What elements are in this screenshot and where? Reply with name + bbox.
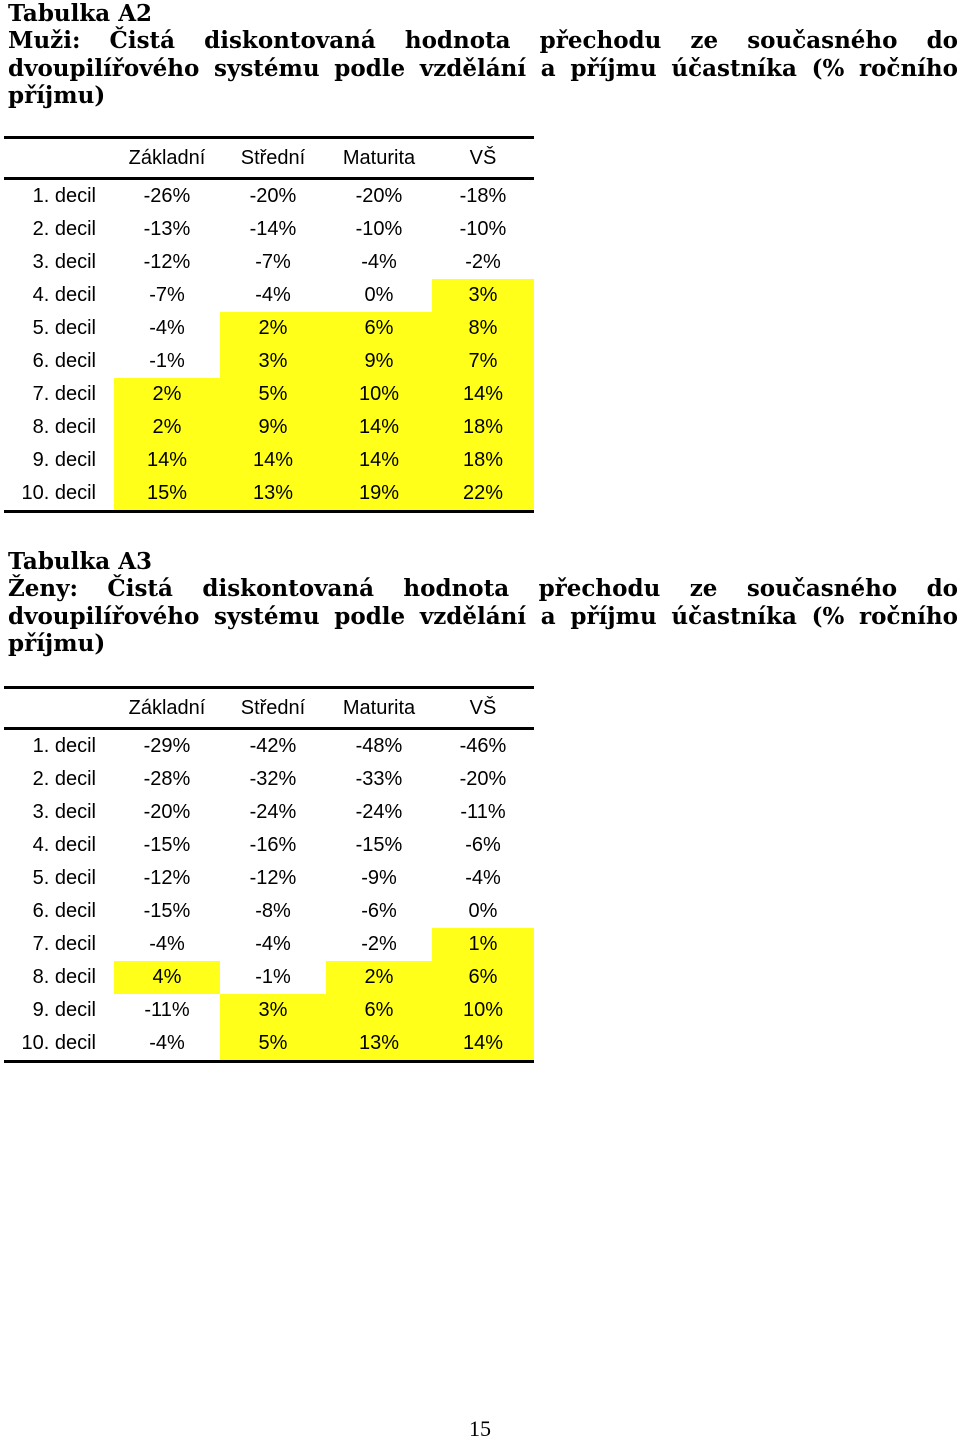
table-cell: 5% xyxy=(220,378,326,411)
table-cell: 6% xyxy=(326,994,432,1027)
table-cell: 6% xyxy=(432,961,534,994)
table-cell: -4% xyxy=(255,284,291,306)
column-header: VŠ xyxy=(469,696,497,719)
table-cell: 13% xyxy=(326,1027,432,1062)
table-cell: 2% xyxy=(114,411,220,444)
table-cell: -11% xyxy=(144,999,190,1021)
table-cell: -13% xyxy=(143,218,191,240)
row-label: 5. decil xyxy=(32,317,96,339)
table-cell: -15% xyxy=(355,834,403,856)
table-cell: 0% xyxy=(468,900,498,922)
table-row xyxy=(4,1027,534,1062)
header-cell-empty xyxy=(4,688,114,729)
table-a2-section xyxy=(8,0,958,110)
table-cell: 22% xyxy=(432,477,534,512)
row-label: 1. decil xyxy=(32,735,96,757)
table-row xyxy=(4,961,534,994)
table-cell: -8% xyxy=(255,900,291,922)
table-row xyxy=(4,763,534,796)
table-cell: -11% xyxy=(460,801,506,823)
table-row xyxy=(4,729,534,764)
table-row xyxy=(4,411,534,444)
table-cell: -42% xyxy=(249,735,297,757)
table-header-row xyxy=(4,688,534,729)
table-row xyxy=(4,279,534,312)
table-cell: 10% xyxy=(326,378,432,411)
table-cell: 19% xyxy=(326,477,432,512)
row-label: 8. decil xyxy=(32,416,96,438)
table-row xyxy=(4,862,534,895)
table-cell: -6% xyxy=(361,900,397,922)
row-label: 6. decil xyxy=(32,900,96,922)
table-cell: -20% xyxy=(459,768,507,790)
row-label: 1. decil xyxy=(32,185,96,207)
table-row xyxy=(4,378,534,411)
table-a3-caption: Ženy: Čistá diskontovaná hodnota přechodu ze současného do dvoupilířového systému podle vzdělání a příjmu účastníka (% ročního příjmu) xyxy=(8,575,958,657)
table-row xyxy=(4,213,534,246)
table-row xyxy=(4,994,534,1027)
header-cell-empty xyxy=(4,138,114,179)
table-cell: -28% xyxy=(143,768,191,790)
table-cell: 15% xyxy=(114,477,220,512)
table-a3-section xyxy=(8,548,958,658)
table-cell: 5% xyxy=(220,1027,326,1062)
table-cell: -26% xyxy=(143,185,191,207)
table-cell: -6% xyxy=(465,834,501,856)
table-row xyxy=(4,246,534,279)
table-cell: -18% xyxy=(459,185,507,207)
row-label: 7. decil xyxy=(32,383,96,405)
column-header: Maturita xyxy=(342,146,416,169)
table-cell: -10% xyxy=(355,218,403,240)
table-cell: -14% xyxy=(249,218,297,240)
table-cell: 14% xyxy=(432,1027,534,1062)
row-label: 2. decil xyxy=(32,768,96,790)
row-label: 2. decil xyxy=(32,218,96,240)
table-cell: 3% xyxy=(220,994,326,1027)
table-a2 xyxy=(4,136,534,513)
table-cell: -15% xyxy=(143,900,191,922)
row-label: 10. decil xyxy=(21,1032,96,1054)
table-row xyxy=(4,796,534,829)
table-header-row xyxy=(4,138,534,179)
page-number: 15 xyxy=(469,1416,491,1441)
table-row xyxy=(4,179,534,214)
table-cell: -2% xyxy=(465,251,501,273)
table-cell: -7% xyxy=(149,284,185,306)
table-row xyxy=(4,312,534,345)
table-cell: -4% xyxy=(255,933,291,955)
table-cell: 14% xyxy=(326,411,432,444)
table-row xyxy=(4,928,534,961)
row-label: 10. decil xyxy=(21,482,96,504)
table-cell: 14% xyxy=(220,444,326,477)
table-cell: 14% xyxy=(114,444,220,477)
table-a3-title: Tabulka A3 xyxy=(8,548,153,575)
table-cell: -24% xyxy=(249,801,297,823)
row-label: 9. decil xyxy=(32,999,96,1021)
table-cell: 3% xyxy=(432,279,534,312)
table-cell: -46% xyxy=(459,735,507,757)
table-a3 xyxy=(4,686,534,1063)
column-header: Maturita xyxy=(342,696,416,719)
table-cell: -4% xyxy=(465,867,501,889)
table-cell: 14% xyxy=(326,444,432,477)
row-label: 5. decil xyxy=(32,867,96,889)
row-label: 9. decil xyxy=(32,449,96,471)
table-cell: 14% xyxy=(432,378,534,411)
table-cell: 18% xyxy=(432,444,534,477)
row-label: 7. decil xyxy=(32,933,96,955)
table-cell: -12% xyxy=(249,867,297,889)
table-cell: -4% xyxy=(149,317,185,339)
row-label: 3. decil xyxy=(32,251,96,273)
table-cell: 9% xyxy=(220,411,326,444)
table-cell: 18% xyxy=(432,411,534,444)
table-cell: -20% xyxy=(355,185,403,207)
table-cell: -24% xyxy=(355,801,403,823)
column-header: Střední xyxy=(240,696,306,719)
table-row xyxy=(4,829,534,862)
table-cell: -1% xyxy=(255,966,291,988)
table-cell: -32% xyxy=(249,768,297,790)
table-cell: -7% xyxy=(255,251,291,273)
table-cell: 9% xyxy=(326,345,432,378)
table-a2-caption: Muži: Čistá diskontovaná hodnota přechodu ze současného do dvoupilířového systému podle vzdělání a příjmu účastníka (% ročního příjmu) xyxy=(8,27,958,109)
table-cell: 2% xyxy=(326,961,432,994)
table-cell: 1% xyxy=(432,928,534,961)
table-row xyxy=(4,345,534,378)
table-cell: -4% xyxy=(149,933,185,955)
table-cell: 8% xyxy=(432,312,534,345)
table-cell: -9% xyxy=(361,867,397,889)
table-row xyxy=(4,477,534,512)
table-cell: -4% xyxy=(361,251,397,273)
table-cell: 10% xyxy=(432,994,534,1027)
column-header: Základní xyxy=(128,146,206,169)
row-label: 4. decil xyxy=(32,284,96,306)
table-cell: -12% xyxy=(143,867,191,889)
row-label: 3. decil xyxy=(32,801,96,823)
table-cell: -2% xyxy=(361,933,397,955)
table-row xyxy=(4,895,534,928)
table-a2-title: Tabulka A2 xyxy=(8,0,153,27)
table-cell: -33% xyxy=(355,768,403,790)
table-cell: -48% xyxy=(355,735,403,757)
table-cell: 6% xyxy=(326,312,432,345)
table-row xyxy=(4,444,534,477)
row-label: 6. decil xyxy=(32,350,96,372)
table-cell: -4% xyxy=(149,1032,185,1054)
table-cell: 3% xyxy=(220,345,326,378)
table-cell: -10% xyxy=(459,218,507,240)
table-cell: 2% xyxy=(114,378,220,411)
table-cell: -20% xyxy=(143,801,191,823)
table-cell: 13% xyxy=(220,477,326,512)
table-cell: -29% xyxy=(143,735,191,757)
column-header: VŠ xyxy=(469,146,497,169)
table-cell: -16% xyxy=(249,834,297,856)
table-cell: -20% xyxy=(249,185,297,207)
column-header: Střední xyxy=(240,146,306,169)
table-cell: 4% xyxy=(114,961,220,994)
table-cell: -12% xyxy=(143,251,191,273)
table-cell: 0% xyxy=(364,284,394,306)
table-cell: -1% xyxy=(149,350,185,372)
table-cell: -15% xyxy=(143,834,191,856)
table-cell: 7% xyxy=(432,345,534,378)
row-label: 4. decil xyxy=(32,834,96,856)
table-cell: 2% xyxy=(220,312,326,345)
column-header: Základní xyxy=(128,696,206,719)
row-label: 8. decil xyxy=(32,966,96,988)
